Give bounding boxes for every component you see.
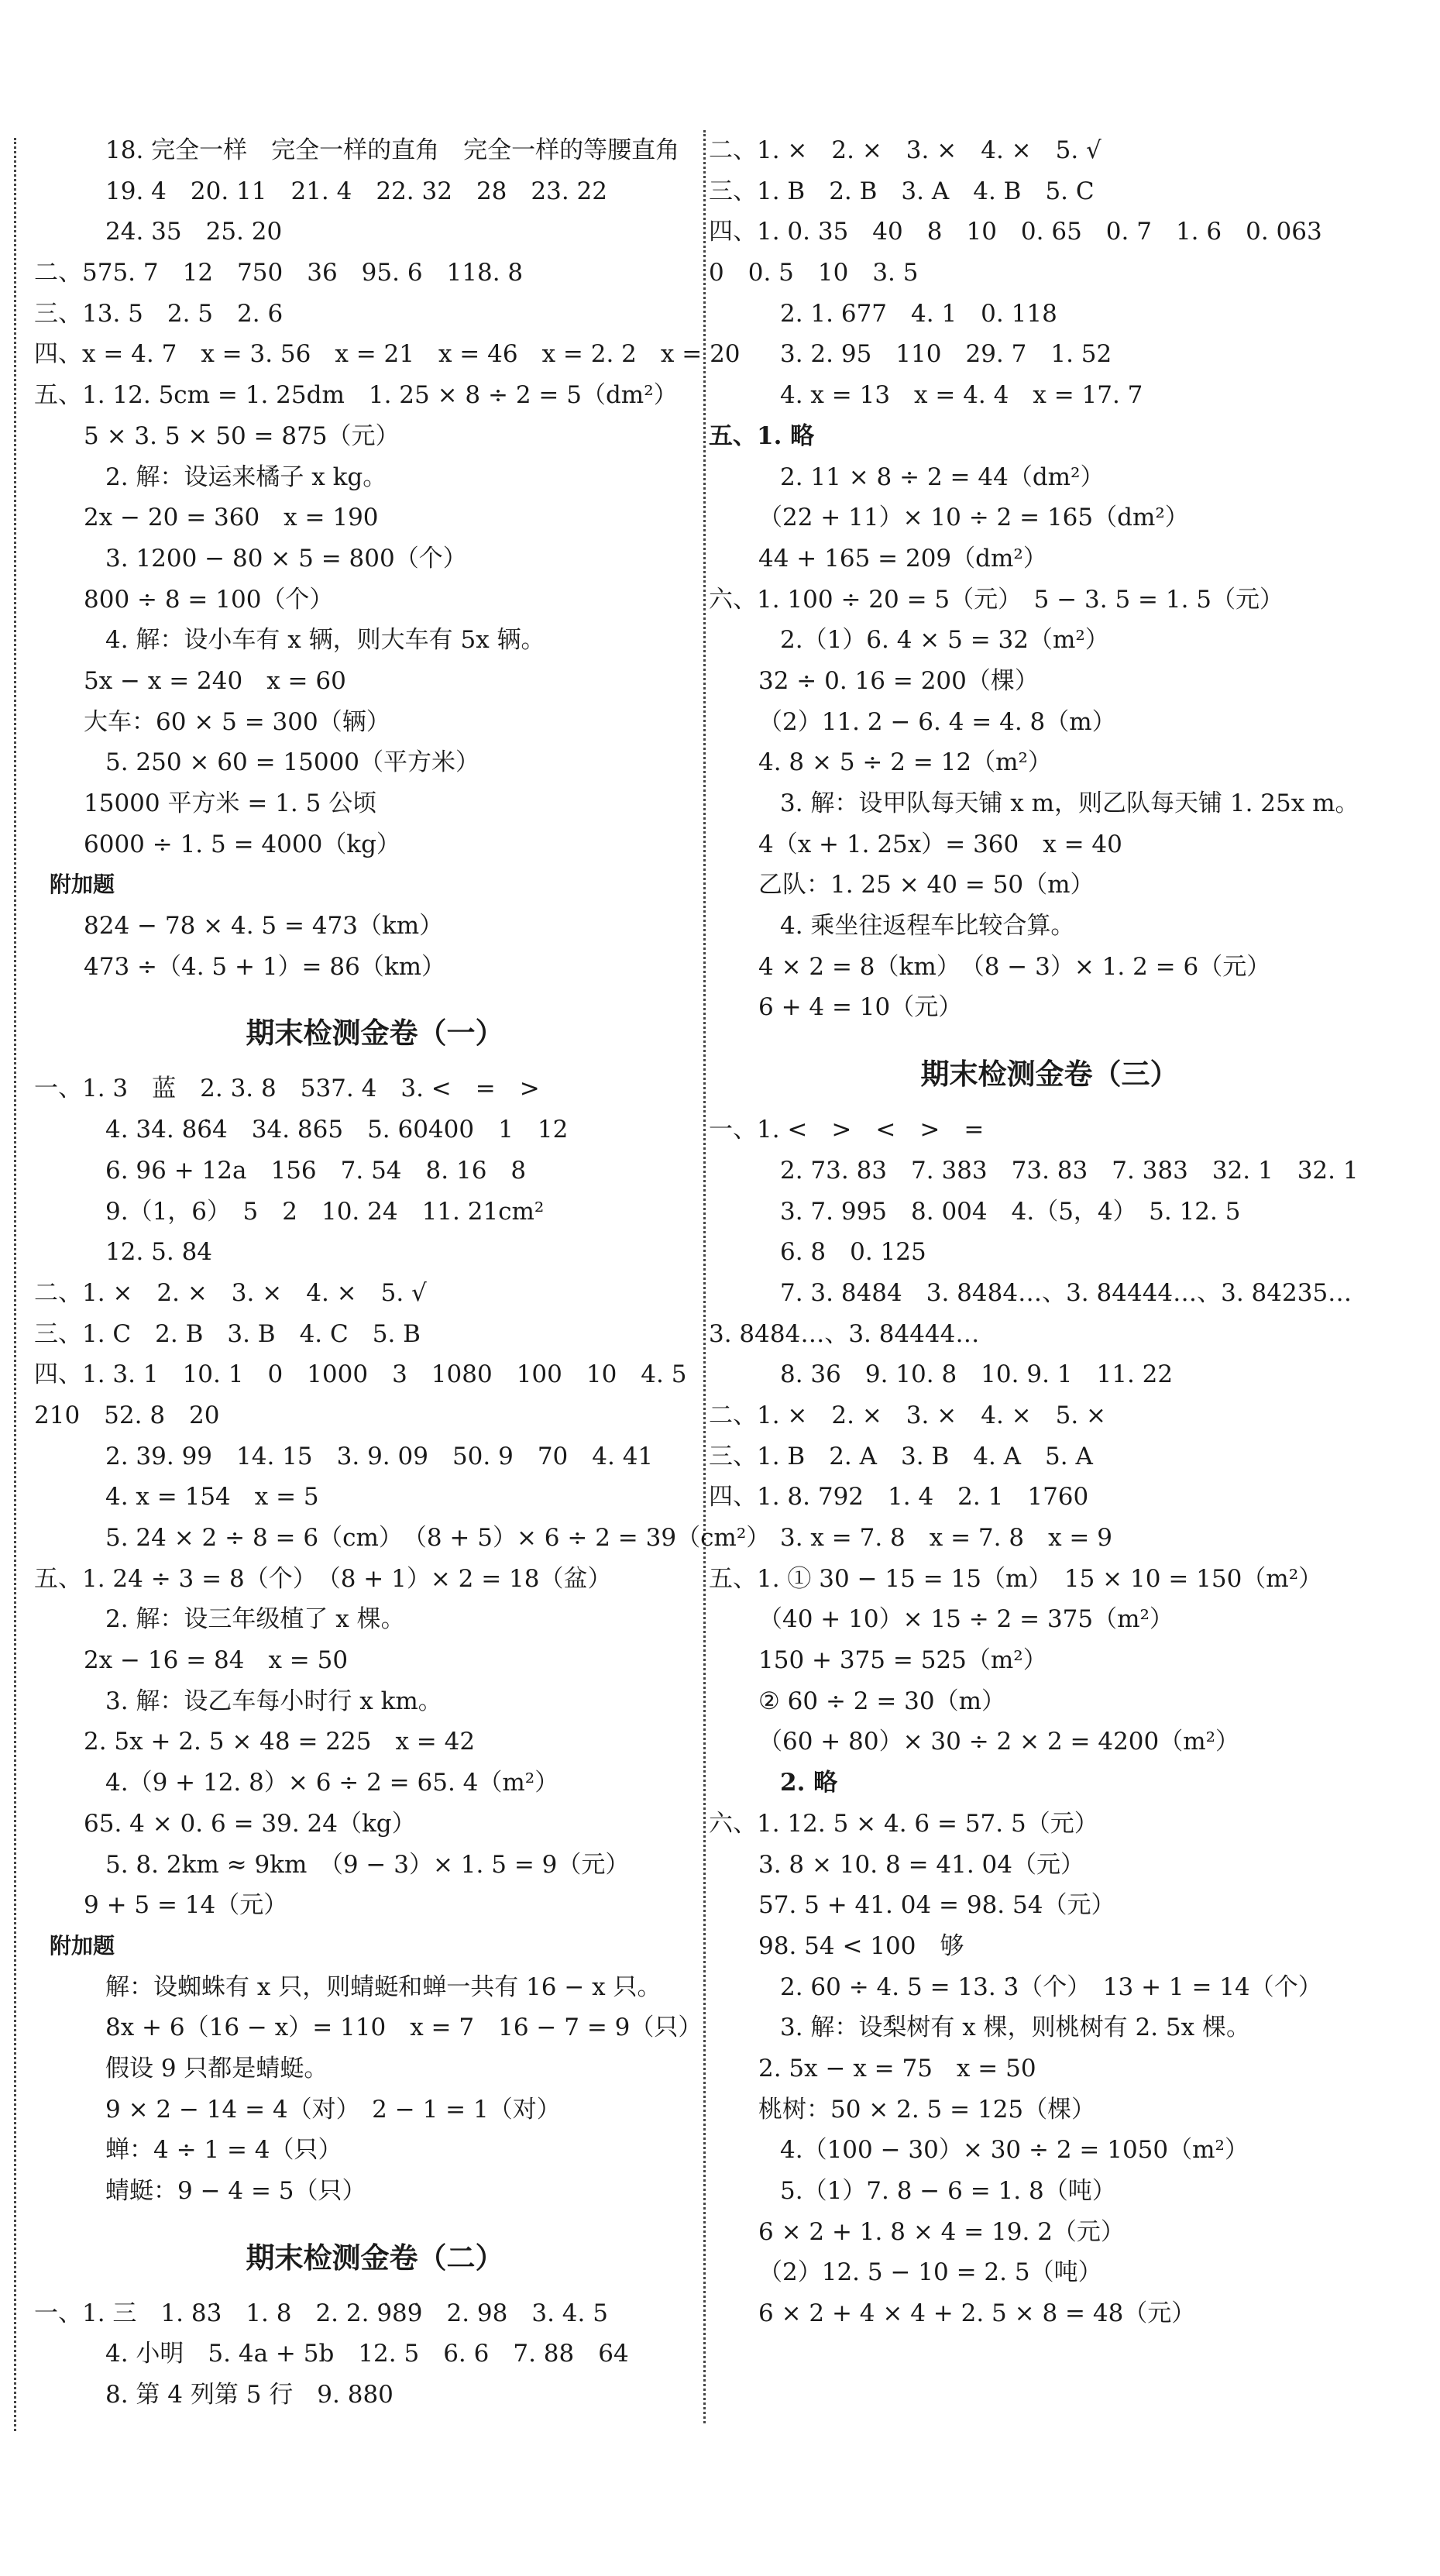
answer-line: 蜻蜓：9 − 4 = 5（只）: [105, 2177, 366, 2205]
answer-line: 824 − 78 × 4. 5 = 473（km）: [84, 912, 444, 941]
answer-line: 65. 4 × 0. 6 = 39. 24（kg）: [84, 1809, 416, 1838]
answer-line: 六、1. 100 ÷ 20 = 5（元） 5 − 3. 5 = 1. 5（元）: [709, 585, 1284, 614]
answer-line: 一、1. 3 蓝 2. 3. 8 537. 4 3. < = >: [34, 1075, 540, 1103]
answer-line: 4. x = 13 x = 4. 4 x = 17. 7: [780, 381, 1143, 410]
answer-line: 3. 2. 95 110 29. 7 1. 52: [780, 340, 1112, 369]
answer-line: 乙队：1. 25 × 40 = 50（m）: [758, 871, 1095, 899]
answer-line: 32 ÷ 0. 16 = 200（棵）: [758, 666, 1039, 695]
answer-line: 五、1. ① 30 − 15 = 15（m） 15 × 10 = 150（m²）: [709, 1564, 1323, 1593]
answer-line: 3. 解：设乙车每小时行 x km。: [105, 1687, 442, 1715]
answer-line: 150 + 375 = 525（m²）: [758, 1646, 1047, 1675]
answer-line: 二、1. × 2. × 3. × 4. × 5. ×: [709, 1401, 1107, 1429]
answer-line: 44 + 165 = 209（dm²）: [758, 544, 1047, 573]
left-dotted-margin: [14, 138, 16, 2431]
answer-line: 4 × 2 = 8（km） （8 − 3）× 1. 2 = 6（元）: [758, 952, 1271, 981]
answer-line: （60 + 80）× 30 ÷ 2 × 2 = 4200（m²）: [758, 1728, 1240, 1756]
subsection-label: 附加题: [50, 872, 115, 898]
answer-line: 3. 7. 995 8. 004 4.（5，4） 5. 12. 5: [780, 1197, 1241, 1226]
answer-line: 三、1. C 2. B 3. B 4. C 5. B: [34, 1319, 421, 1348]
answer-line: 2. 解：设三年级植了 x 棵。: [105, 1605, 405, 1634]
answer-line: 三、1. B 2. A 3. B 4. A 5. A: [709, 1442, 1093, 1470]
answer-line: 2. 11 × 8 ÷ 2 = 44（dm²）: [780, 463, 1105, 491]
answer-line: 4.（100 − 30）× 30 ÷ 2 = 1050（m²）: [780, 2136, 1249, 2165]
answer-line: 2x − 20 = 360 x = 190: [84, 504, 379, 532]
answer-line: 9 + 5 = 14（元）: [84, 1891, 288, 1920]
answer-line: 4.（9 + 12. 8）× 6 ÷ 2 = 65. 4（m²）: [105, 1769, 559, 1797]
answer-line: 4. 8 × 5 ÷ 2 = 12（m²）: [758, 748, 1052, 777]
answer-line: 3. 8484…、3. 84444…: [709, 1319, 980, 1348]
answer-line: 6 × 2 + 4 × 4 + 2. 5 × 8 = 48（元）: [758, 2299, 1196, 2328]
answer-line: 四、1. 3. 1 10. 1 0 1000 3 1080 100 10 4. 5: [34, 1360, 687, 1389]
answer-line: 3. 1200 − 80 × 5 = 800（个）: [105, 544, 467, 573]
answer-line: 二、1. × 2. × 3. × 4. × 5. √: [709, 136, 1101, 164]
answer-line: 5.（1）7. 8 − 6 = 1. 8（吨）: [780, 2177, 1116, 2205]
answer-line: 四、1. 0. 35 40 8 10 0. 65 0. 7 1. 6 0. 063: [709, 218, 1322, 246]
answer-line: 2. 39. 99 14. 15 3. 9. 09 50. 9 70 4. 41: [105, 1442, 654, 1470]
answer-line: 9 × 2 − 14 = 4（对） 2 − 1 = 1（对）: [105, 2095, 561, 2124]
answer-line: 5 × 3. 5 × 50 = 875（元）: [84, 421, 400, 450]
section-title: 期末检测金卷（一）: [246, 1016, 504, 1051]
answer-line: 2x − 16 = 84 x = 50: [84, 1646, 349, 1675]
answer-line: 3. 8 × 10. 8 = 41. 04（元）: [758, 1850, 1084, 1879]
answer-line: 三、13. 5 2. 5 2. 6: [34, 299, 284, 328]
answer-line: （40 + 10）× 15 ÷ 2 = 375（m²）: [758, 1605, 1174, 1634]
section-title: 期末检测金卷（二）: [246, 2241, 504, 2275]
answer-line: 5. 24 × 2 ÷ 8 = 6（cm） （8 + 5）× 6 ÷ 2 = 39（cm²）: [105, 1524, 771, 1552]
answer-line: 2. 5x + 2. 5 × 48 = 225 x = 42: [84, 1728, 476, 1756]
answer-line: 2. 73. 83 7. 383 73. 83 7. 383 32. 1 32. 1: [780, 1156, 1359, 1185]
answer-line: 二、575. 7 12 750 36 95. 6 118. 8: [34, 259, 524, 287]
answer-line: 2. 5x − x = 75 x = 50: [758, 2054, 1036, 2082]
answer-line: 800 ÷ 8 = 100（个）: [84, 585, 334, 614]
answer-line: 15000 平方米 = 1. 5 公顷: [84, 789, 377, 817]
answer-line: 4（x + 1. 25x）= 360 x = 40: [758, 830, 1122, 858]
answer-line: 桃树：50 × 2. 5 = 125（棵）: [758, 2095, 1096, 2124]
answer-line: 6 + 4 = 10（元）: [758, 993, 963, 1022]
answer-line: 3. x = 7. 8 x = 7. 8 x = 9: [780, 1524, 1112, 1552]
answer-line: 4. 小明 5. 4a + 5b 12. 5 6. 6 7. 88 64: [105, 2340, 629, 2368]
answer-line: 57. 5 + 41. 04 = 98. 54（元）: [758, 1891, 1115, 1920]
answer-line: 5. 250 × 60 = 15000（平方米）: [105, 748, 480, 777]
answer-line: 0 0. 5 10 3. 5: [709, 259, 919, 287]
answer-line: 六、1. 12. 5 × 4. 6 = 57. 5（元）: [709, 1809, 1098, 1838]
answer-line: 2. 略: [780, 1769, 838, 1797]
answer-line: 五、1. 12. 5cm = 1. 25dm 1. 25 × 8 ÷ 2 = 5（dm²）: [34, 381, 678, 410]
answer-column-right: [709, 130, 1390, 2334]
answer-line: 210 52. 8 20: [34, 1401, 220, 1429]
answer-line: 大车：60 × 5 = 300（辆）: [84, 707, 390, 736]
answer-line: 3. 解：设甲队每天铺 x m，则乙队每天铺 1. 25x m。: [780, 789, 1359, 817]
answer-line: 12. 5. 84: [105, 1238, 213, 1267]
answer-line: 四、x = 4. 7 x = 3. 56 x = 21 x = 46 x = 2. 2 x = 20: [34, 340, 741, 369]
answer-line: 6 × 2 + 1. 8 × 4 = 19. 2（元）: [758, 2217, 1125, 2246]
answer-line: 8x + 6（16 − x）= 110 x = 7 16 − 7 = 9（只）: [105, 2014, 703, 2042]
answer-line: ② 60 ÷ 2 = 30（m）: [758, 1687, 1006, 1715]
answer-line: 四、1. 8. 792 1. 4 2. 1 1760: [709, 1483, 1089, 1512]
answer-line: 解：设蜘蛛有 x 只，则蜻蜓和蝉一共有 16 − x 只。: [105, 1972, 662, 2001]
answer-line: 4. x = 154 x = 5: [105, 1483, 319, 1512]
answer-line: 19. 4 20. 11 21. 4 22. 32 28 23. 22: [105, 177, 608, 205]
answer-line: 8. 36 9. 10. 8 10. 9. 1 11. 22: [780, 1360, 1174, 1389]
answer-line: 3. 解：设梨树有 x 棵，则桃树有 2. 5x 棵。: [780, 2014, 1250, 2042]
answer-line: （2）12. 5 − 10 = 2. 5（吨）: [758, 2258, 1102, 2287]
answer-line: （2）11. 2 − 6. 4 = 4. 8（m）: [758, 707, 1116, 736]
answer-line: 一、1. 三 1. 83̇ 1. 8 2. 2. 9̇89̇ 2. 98 3. 4. 5: [34, 2299, 608, 2327]
answer-line: 一、1. < > < > =: [709, 1116, 985, 1144]
answer-line: 2. 1. 677 4. 1 0. 118: [780, 299, 1057, 328]
answer-line: 五、1. 24 ÷ 3 = 8（个） （8 + 1）× 2 = 18（盆）: [34, 1564, 612, 1593]
answer-line: 9.（1，6） 5 2 10. 24 11. 21cm²: [105, 1197, 545, 1226]
answer-line: 7. 3. 8484 3. 8484…、3. 84444…、3. 84235…: [780, 1278, 1352, 1307]
answer-line: 4. 34. 86̇4̇ 34. 865 5. 60400 1 12: [105, 1116, 569, 1144]
answer-line: 假设 9 只都是蜻蜓。: [105, 2054, 328, 2082]
answer-line: 4. 解：设小车有 x 辆，则大车有 5x 辆。: [105, 626, 545, 655]
answer-line: 2.（1）6. 4 × 5 = 32（m²）: [780, 626, 1109, 655]
answer-line: 24. 35 25. 20: [105, 218, 283, 246]
answer-line: 6. 8 0. 125: [780, 1238, 926, 1267]
answer-line: 三、1. B 2. B 3. A 4. B 5. C: [709, 177, 1095, 205]
answer-line: 6. 96 + 12a 156 7. 54 8. 16 8: [105, 1156, 527, 1185]
subsection-label: 附加题: [50, 1932, 115, 1959]
answer-line: 18. 完全一样 完全一样的直角 完全一样的等腰直角: [105, 136, 680, 164]
answer-line: 蝉：4 ÷ 1 = 4（只）: [105, 2136, 342, 2165]
answer-line: 473 ÷（4. 5 + 1）= 86（km）: [84, 952, 446, 981]
answer-line: 98. 54 < 100 够: [758, 1931, 964, 1960]
answer-line: 二、1. × 2. × 3. × 4. × 5. √: [34, 1278, 427, 1307]
answer-line: 五、1. 略: [709, 421, 815, 450]
answer-line: 5. 8. 2km ≈ 9km （9 − 3）× 1. 5 = 9（元）: [105, 1850, 630, 1879]
answer-line: 6000 ÷ 1. 5 = 4000（kg）: [84, 830, 400, 858]
answer-line: 5x − x = 240 x = 60: [84, 666, 346, 695]
answer-line: （22 + 11）× 10 ÷ 2 = 165（dm²）: [758, 504, 1189, 532]
answer-line: 2. 解：设运来橘子 x kg。: [105, 463, 387, 491]
answer-line: 4. 乘坐往返程车比较合算。: [780, 912, 1075, 941]
section-title: 期末检测金卷（三）: [920, 1058, 1179, 1092]
answer-line: 8. 第 4 列第 5 行 9. 880: [105, 2381, 394, 2409]
answer-line: 2. 60 ÷ 4. 5 = 13. 3̇（个） 13 + 1 = 14（个）: [780, 1972, 1322, 2001]
